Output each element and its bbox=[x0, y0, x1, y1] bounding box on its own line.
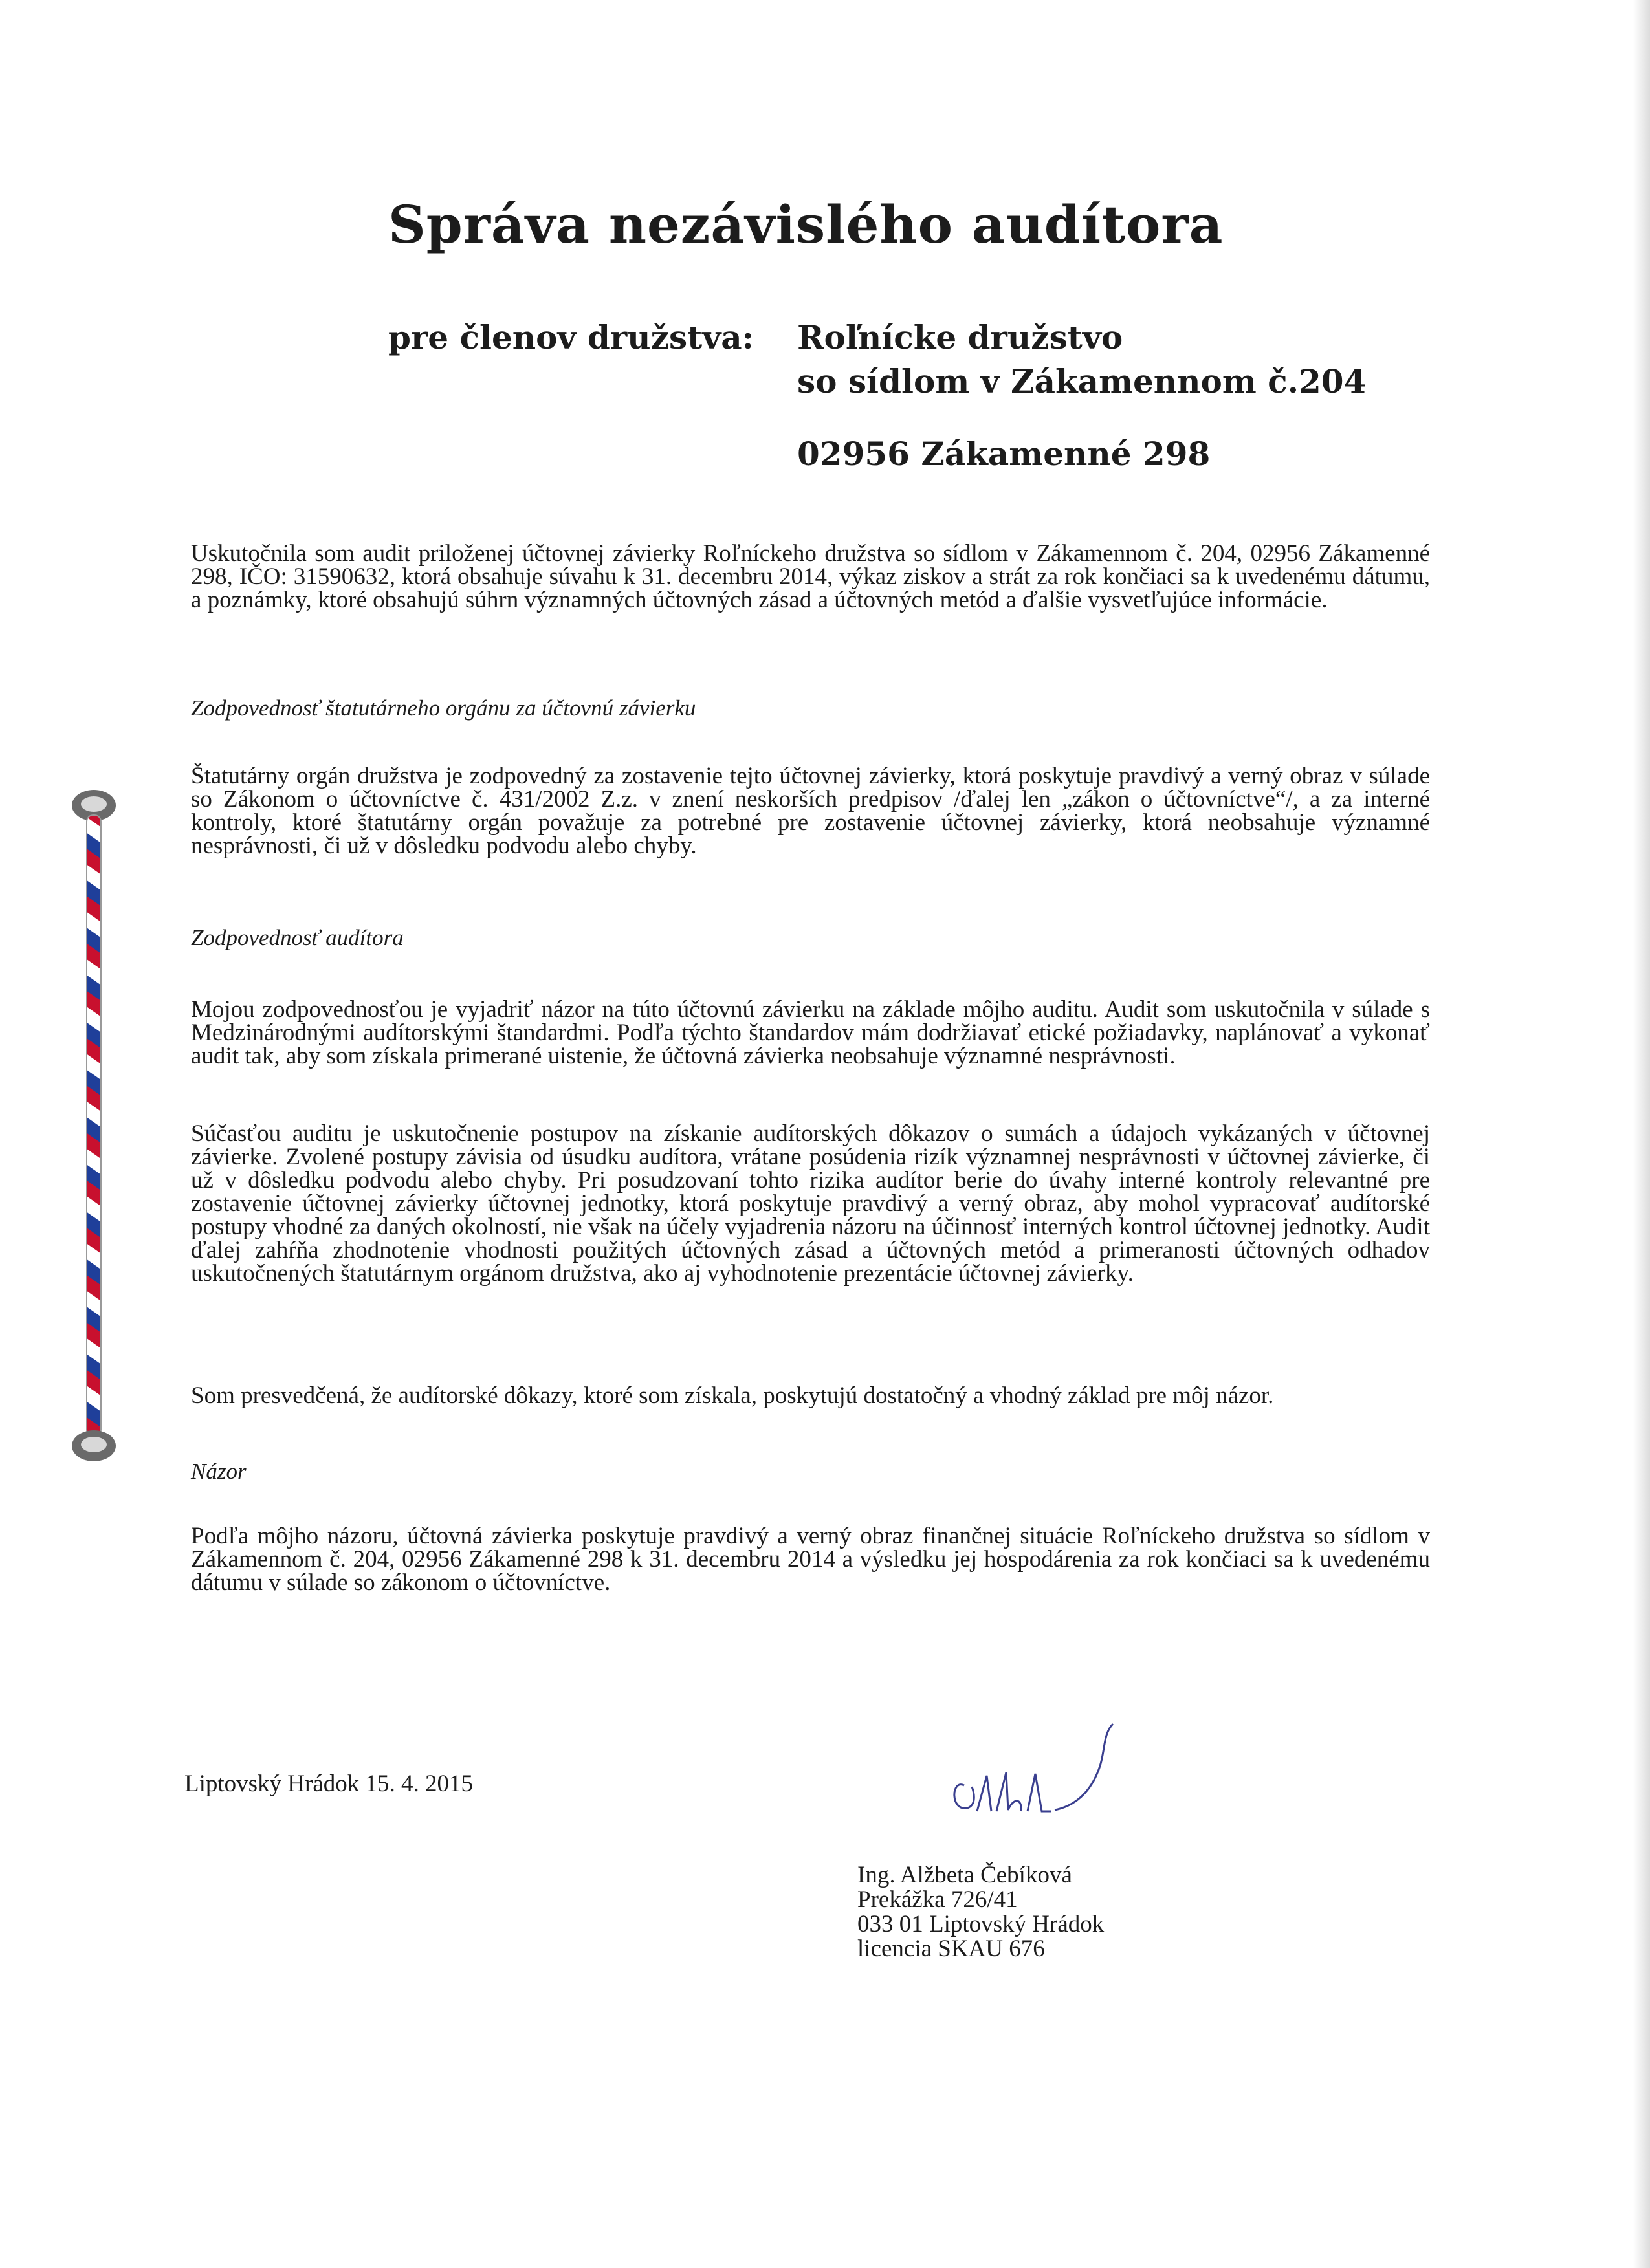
addressee-seat: so sídlom v Zákamennom č.204 bbox=[797, 362, 1367, 400]
section-heading-statutory: Zodpovednosť štatutárneho orgánu za účtovnú závierku bbox=[191, 695, 696, 721]
place-and-date: Liptovský Hrádok 15. 4. 2015 bbox=[184, 1771, 474, 1797]
addressee-name: Roľnícke družstvo bbox=[797, 318, 1123, 356]
intro-paragraph: Uskutočnila som audit priloženej účtovnej závierky Roľníckeho družstva so sídlom v Zákamennom č. 204, 02956 Zákamenné 298, IČO: 31590632, ktorá obsahuje súvahu k 31. decembru 2014, výkaz ziskov a strát za rok končiaci sa k uvedenému dátumu, a poznámky, ktoré obsahujú súhrn významných účtovných zásad a účtovných metód a ďalšie vysvetľujúce informácie. bbox=[191, 540, 1430, 613]
auditor-name: Ing. Alžbeta Čebíková bbox=[857, 1862, 1072, 1888]
section-heading-opinion: Názor bbox=[191, 1459, 247, 1484]
opinion-paragraph: Podľa môjho názoru, účtovná závierka poskytuje pravdivý a verný obraz finančnej situácie Roľníckeho družstva so sídlom v Zákamennom č. 204, 02956 Zákamenné 298 k 31. decembru 2014 a výsledku jej hospodárenia za rok končiaci sa k uvedenému dátumu v súlade so zákonom o účtovníctve. bbox=[191, 1523, 1430, 1596]
auditor-license: licencia SKAU 676 bbox=[857, 1935, 1045, 1962]
auditor-signature-block bbox=[857, 1863, 1104, 1961]
auditor-city: 033 01 Liptovský Hrádok bbox=[857, 1911, 1105, 1937]
document-title: Správa nezávislého audítora bbox=[388, 194, 1224, 255]
statutory-paragraph: Štatutárny orgán družstva je zodpovedný za zostavenie tejto účtovnej závierky, ktorá poskytuje pravdivý a verný obraz v súlade so Zákonom o účtovníctve č. 431/2002 Z.z. v znení neskorších predpisov /ďalej len „zákon o účtovníctve“/, a za interné kontroly, ktoré štatutárny orgán považuje za potrebné pre zostavenie účtovnej závierky, ktorá neobsahuje významné nesprávnosti, či už v dôsledku podvodu alebo chyby. bbox=[191, 763, 1430, 859]
auditor-paragraph-3: Som presvedčená, že audítorské dôkazy, ktoré som získala, poskytujú dostatočný a vhodný základ pre môj názor. bbox=[191, 1382, 1274, 1409]
signature-icon bbox=[938, 1714, 1145, 1844]
addressee-city: 02956 Zákamenné 298 bbox=[797, 435, 1211, 473]
auditor-paragraph-1: Mojou zodpovednosťou je vyjadriť názor na túto účtovnú závierku na základe môjho auditu. Audit som uskutočnila v súlade s Medzinárodnými audítorskými štandardmi. Podľa týchto štandardov mám dodržiavať etické požiadavky, naplánovať a vykonať audit tak, aby som získala primerané uistenie, že účtovná závierka neobsahuje významné nesprávnosti. bbox=[191, 996, 1430, 1069]
binding-cord-icon bbox=[65, 786, 123, 1465]
addressee-label: pre členov družstva: bbox=[388, 318, 754, 356]
section-heading-auditor: Zodpovednosť audítora bbox=[191, 925, 404, 950]
page-edge-shadow bbox=[1633, 0, 1650, 2268]
auditor-paragraph-2: Súčasťou auditu je uskutočnenie postupov na získanie audítorských dôkazov o sumách a údajoch vykázaných v účtovnej závierke. Zvolené postupy závisia od úsudku audítora, vrátane posúdenia rizík významnej nesprávnosti v účtovnej závierke, či už v dôsledku podvodu alebo chyby. Pri posudzovaní tohto rizika audítor berie do úvahy interné kontroly relevantné pre zostavenie účtovnej závierky účtovnej jednotky, ktorá poskytuje pravdivý a verný obraz, aby mohol vypracovať audítorské postupy vhodné za daných okolností, nie však na účely vyjadrenia názoru na účinnosť interných kontrol účtovnej jednotky. Audit ďalej zahŕňa zhodnotenie vhodnosti použitých účtovných zásad a účtovných metód a primeranosti účtovných odhadov uskutočnených štatutárnym orgánom družstva, ako aj vyhodnotenie prezentácie účtovnej závierky. bbox=[191, 1120, 1430, 1287]
auditor-street: Prekážka 726/41 bbox=[857, 1886, 1018, 1913]
